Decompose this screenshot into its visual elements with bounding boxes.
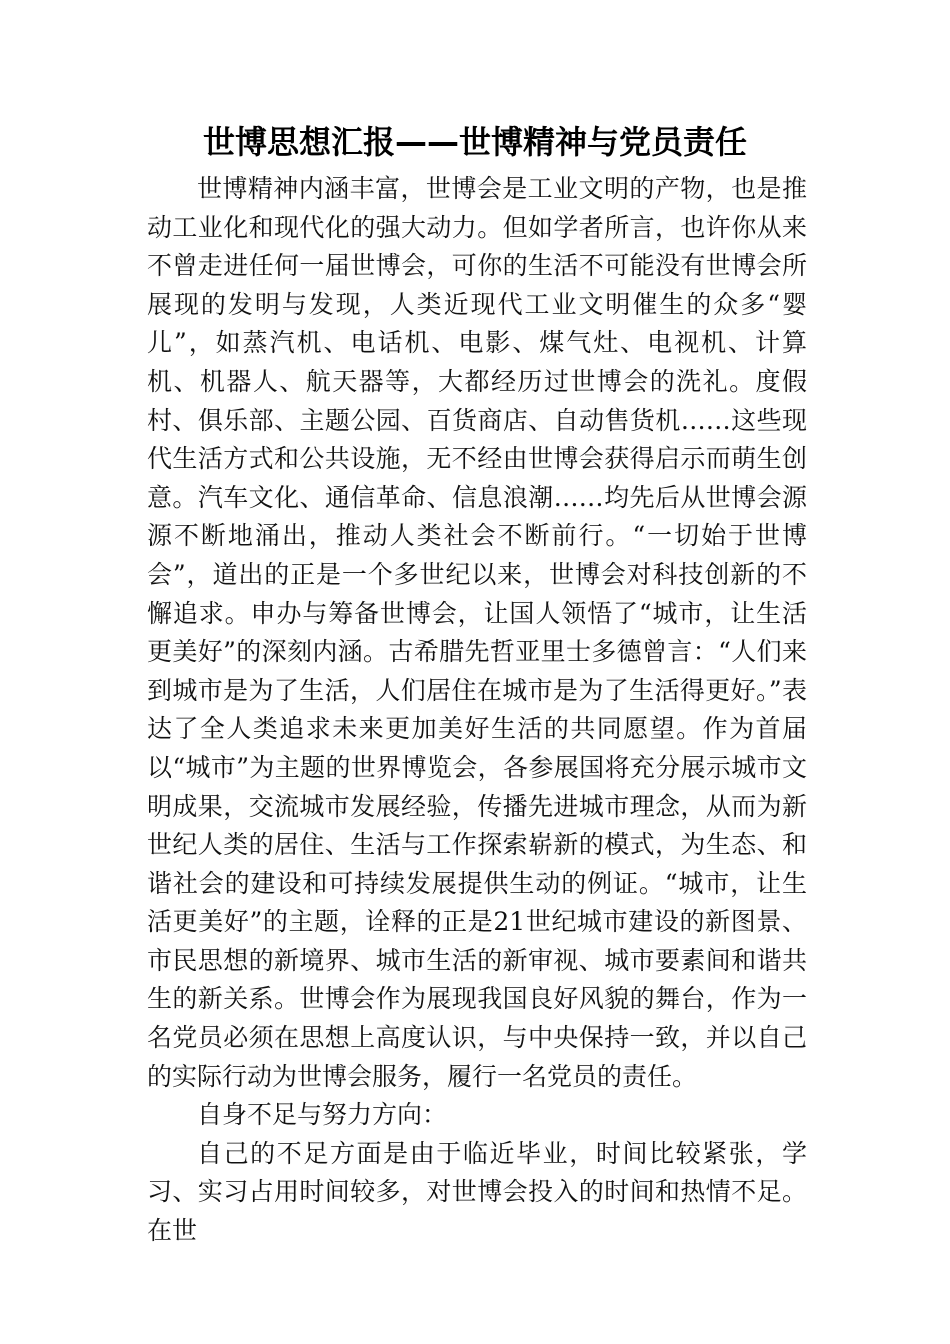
paragraph-shortcomings: 自己的不足方面是由于临近毕业，时间比较紧张，学习、实习占用时间较多，对世博会投入的时间和热情不足。在世 <box>147 1138 807 1246</box>
document-body <box>147 170 807 1251</box>
document-title: 世博思想汇报——世博精神与党员责任 <box>202 123 747 161</box>
paragraph-shortcomings-heading: 自身不足与努力方向： <box>197 1100 448 1130</box>
paragraph-expo-spirit: 世博精神内涵丰富，世博会是工业文明的产物，也是推动工业化和现代化的强大动力。但如学者所言，也许你从来不曾走进任何一届世博会，可你的生活不可能没有世博会所展现的发明与发现，人类近现代工业文明催生的众多“婴儿”，如蒸汽机、电话机、电影、煤气灶、电视机、计算机、机器人、航天器等，大都经历过世博会的洗礼。度假村、俱乐部、主题公园、百货商店、自动售货机……这些现代生活方式和公共设施，无不经由世博会获得启示而萌生创意。汽车文化、通信革命、信息浪潮……均先后从世博会源源不断地涌出，推动人类社会不断前行。“一切始于世博会”，道出的正是一个多世纪以来，世博会对科技创新的不懈追求。申办与筹备世博会，让国人领悟了“城市，让生活更美好”的深刻内涵。古希腊先哲亚里士多德曾言：“人们来到城市是为了生活，人们居住在城市是为了生活得更好。”表达了全人类追求未来更加美好生活的共同愿望。作为首届以“城市”为主题的世界博览会，各参展国将充分展示城市文明成果，交流城市发展经验，传播先进城市理念，从而为新世纪人类的居住、生活与工作探索崭新的模式，为生态、和谐社会的建设和可持续发展提供生动的例证。“城市，让生活更美好”的主题，诠释的正是21世纪城市建设的新图景、市民思想的新境界、城市生活的新审视、城市要素间和谐共生的新关系。世博会作为展现我国良好风貌的舞台，作为一名党员必须在思想上高度认识，与中央保持一致，并以自己的实际行动为世博会服务，履行一名党员的责任。 <box>147 174 807 1091</box>
